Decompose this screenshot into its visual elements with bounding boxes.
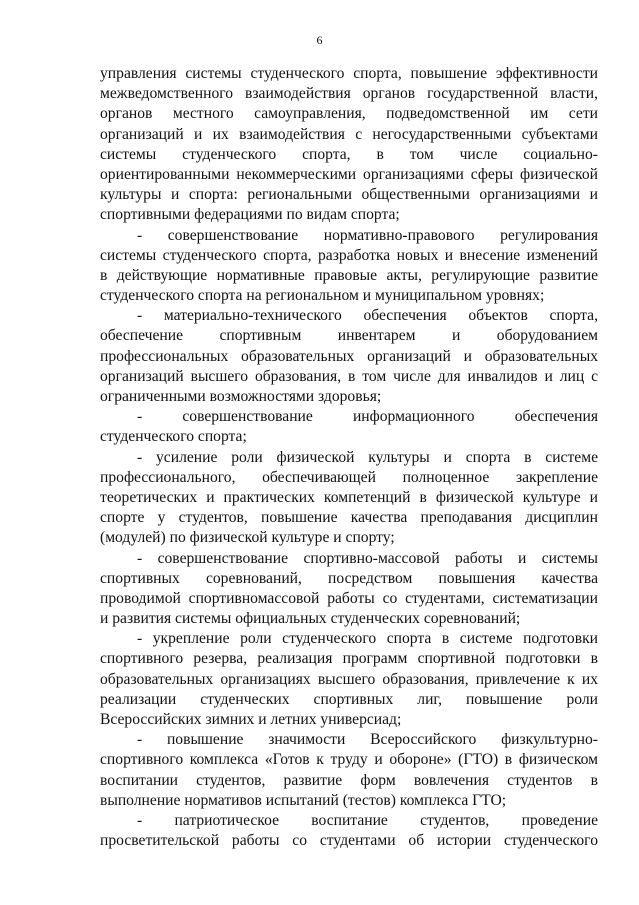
text-line: системы студенческого спорта, в том числе социально-	[100, 145, 598, 163]
text-line: - совершенствование информационного обеспечения	[137, 408, 598, 426]
text-line: культуры и спорта: региональными общественными организациями и	[100, 186, 598, 204]
text-line: спортивных соревнований, посредством повышения качества	[100, 569, 598, 587]
text-line: системы студенческого спорта, разработка новых и внесение изменений	[100, 246, 598, 264]
text-line: студенческого спорта на региональном и муниципальном уровнях;	[100, 287, 545, 305]
text-line: организаций высшего образования, в том числе для инвалидов и лиц с	[100, 367, 598, 385]
text-line: - патриотическое воспитание студентов, проведение	[137, 811, 598, 829]
text-line: ограниченными возможностями здоровья;	[100, 388, 382, 405]
text-line: Всероссийских зимних и летних универсиад;	[100, 711, 402, 728]
text-line: ориентированными некоммерческими организациями сферы физической	[100, 165, 598, 183]
text-line: теоретических и практических компетенций в физической культуре и	[100, 488, 598, 506]
text-line: просветительской работы со студентами об истории студенческого	[100, 832, 598, 850]
text-line: управления системы студенческого спорта, повышение эффективности	[100, 65, 598, 82]
body-text	[100, 64, 598, 851]
page-number: 6	[316, 33, 323, 47]
text-line: профессиональных образовательных организаций и образовательных	[100, 347, 598, 365]
text-line: воспитании студентов, развитие форм вовлечения студентов в	[100, 771, 598, 789]
text-line: проводимой спортивномассовой работы со студентами, систематизации	[100, 589, 598, 607]
text-line: - совершенствование нормативно-правового регулирования	[137, 226, 598, 244]
text-line: спортивного комплекса «Готов к труду и обороне» (ГТО) в физическом	[100, 751, 598, 769]
text-line: и развития системы официальных студенческих соревнований;	[100, 610, 521, 628]
text-line: - усиление роли физической культуры и спорта в системе	[137, 448, 598, 466]
text-line: реализации студенческих спортивных лиг, повышение роли	[100, 690, 598, 708]
text-line: организаций и их взаимодействия с негосударственными субъектами	[100, 125, 598, 143]
text-line: - совершенствование спортивно-массовой работы и системы	[137, 549, 598, 567]
text-line: органов местного самоуправления, подведомственной им сети	[100, 105, 598, 123]
text-line: (модулей) по физической культуре и спорту;	[100, 529, 395, 547]
text-line: - материально-технического обеспечения объектов спорта,	[137, 307, 598, 325]
text-line: - повышение значимости Всероссийского физкультурно-	[137, 731, 598, 749]
text-line: студенческого спорта;	[100, 428, 247, 446]
text-line: - укрепление роли студенческого спорта в системе подготовки	[137, 630, 598, 648]
text-line: спортивными федерациями по видам спорта;	[100, 206, 400, 224]
text-line: профессионального, обеспечивающей полноценное закрепление	[100, 468, 598, 486]
text-line: межведомственного взаимодействия органов государственной власти,	[100, 85, 598, 103]
text-line: в действующие нормативные правовые акты, регулирующие развитие	[100, 266, 598, 284]
text-line: спортивного резерва, реализация программ спортивной подготовки в	[100, 650, 598, 668]
text-line: спорте у студентов, повышение качества преподавания дисциплин	[100, 509, 598, 527]
text-line: выполнение нормативов испытаний (тестов) комплекса ГТО;	[100, 791, 507, 809]
text-line: образовательных организациях высшего образования, привлечение к их	[100, 670, 598, 688]
text-line: обеспечение спортивным инвентарем и оборудованием	[100, 327, 598, 345]
